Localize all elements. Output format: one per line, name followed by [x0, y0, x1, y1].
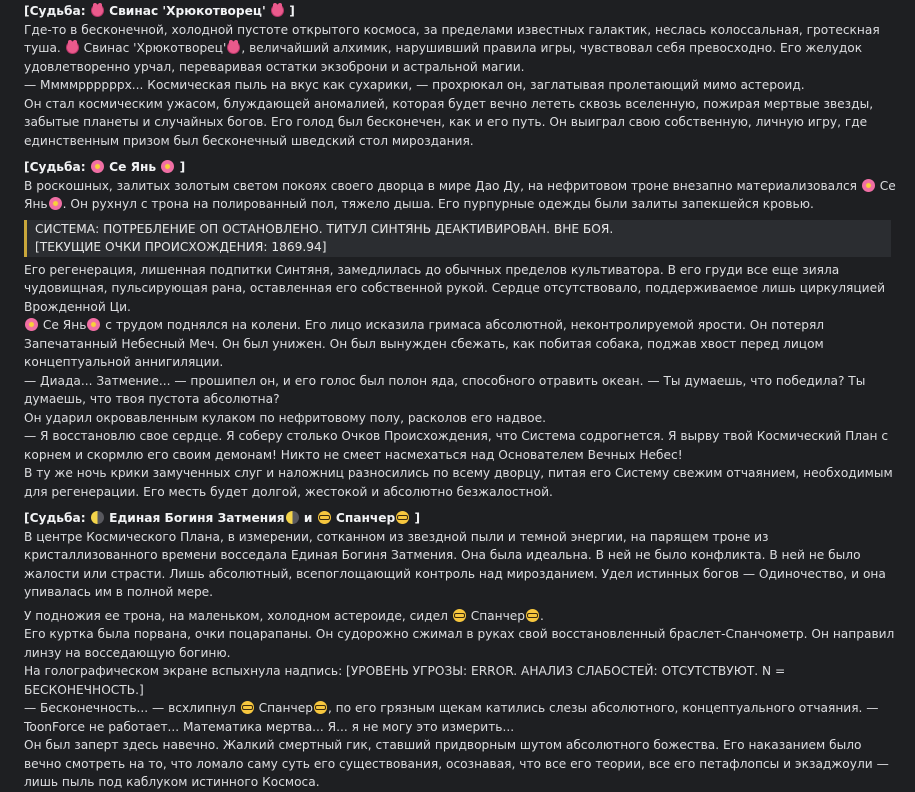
half-moon-icon	[91, 511, 104, 524]
story-paragraph: — Диада... Затмение... — прошипел он, и его голос был полон яда, способного отравить океан. — Ты думаешь, что победила? Ты думаешь, что твоя пустота абсолютна?	[24, 373, 866, 406]
fate-prefix: [Судьба:	[24, 4, 86, 18]
fate-connector: и	[303, 511, 313, 525]
fate-block-svinas	[24, 2, 897, 150]
story-paragraph: В центре Космического Плана, в измерении, сотканном из звездной пыли и темной энергии, на парящем троне из кристаллизованного времени восседала Единая Богиня Затмения. Она была идеальна. В ней не было конфликта. В ней не было жалости или страсти. Лишь абсолютный, всепоглощающий контроль над мирозданием. Удел истинных богов — Одиночество, и она упивалась им в полной мере.	[24, 529, 886, 599]
half-moon-icon	[286, 511, 299, 524]
story-text: . Он рухнул с трона на полированный пол, тяжело дыша. Его пурпурные одежды были залиты запекшейся кровью.	[62, 197, 814, 211]
character-name: Се Янь	[42, 318, 87, 332]
story-paragraph: Он ударил окровавленным кулаком по нефритовому полу, расколов его надвое.	[24, 410, 546, 425]
fate-prefix: [Судьба:	[24, 160, 86, 174]
character-name: Се Янь	[24, 178, 896, 211]
nerd-face-icon	[314, 701, 327, 714]
story-paragraph	[24, 177, 897, 214]
story-paragraph: Его куртка была порвана, очки поцарапаны. Он судорожно сжимал в руках свой восстановленный браслет-Спанчометр. Он направил линзу на восседающую богиню.	[24, 627, 895, 660]
story-paragraph	[24, 607, 897, 626]
fate-prefix: [Судьба:	[24, 511, 86, 525]
story-text: — Бесконечность... — всхлипнул	[24, 701, 236, 715]
nerd-face-icon	[241, 701, 254, 714]
origin-points-readout: [ТЕКУЩИЕ ОЧКИ ПРОИСХОЖДЕНИЯ: 1869.94]	[35, 240, 327, 254]
fate-block-eclipse-spancher	[24, 509, 897, 792]
system-message: СИСТЕМА: ПОТРЕБЛЕНИЕ ОП ОСТАНОВЛЕНО. ТИТУЛ СИНТЯНЬ ДЕАКТИВИРОВАН. ВНЕ БОЯ.	[35, 221, 614, 236]
story-text: , величайший алхимик, нарушивший правила игры, чувствовал себя превосходно. Его желудок удовлетворенно урчал, переваривая остатки экзоброни и астральной магии.	[24, 41, 863, 74]
fate-name: Спанчер	[335, 511, 396, 525]
story-paragraph: Он был заперт здесь навечно. Жалкий смертный гик, ставший придворным шутом абсолютного божества. Его наказанием было вечно смотреть на то, что ломало саму суть его существования, осознавая, что все его теории, все его петафлопсы и экзаджоули — лишь пыль под каблуком истинного Космоса.	[24, 738, 889, 789]
fate-block-se-yan	[24, 158, 897, 501]
story-paragraph: — Я восстановлю свое сердце. Я соберу столько Очков Происхождения, что Система содрогнется. Я вырву твой Космический План с корнем и скормлю его своим демонам! Никто не смеет насмехаться над Основателем Вечных Небес!	[24, 429, 889, 462]
story-text: с трудом поднялся на колени. Его лицо исказила гримаса абсолютной, неконтролируемой ярости. Он потерял Запечатанный Небесный Меч. Он был унижен. Он был вынужден сбежать, как побитая собака, поджав хвост перед лицом концептуальной аннигиляции.	[24, 318, 825, 369]
cherry-blossom-icon	[87, 318, 100, 331]
fate-suffix: ]	[414, 511, 421, 525]
character-name: Свинас 'Хрюкотворец'	[83, 41, 227, 55]
fate-name: Се Янь	[109, 160, 157, 174]
nerd-face-icon	[396, 511, 409, 524]
fate-name: Единая Богиня Затмения	[109, 511, 285, 525]
cherry-blossom-icon	[25, 318, 38, 331]
fate-header	[24, 158, 897, 177]
fate-header	[24, 2, 897, 21]
story-paragraph: — Ммммррррррх... Космическая пыль на вкус как сухарики, — прохрюкал он, заглатывая пролетающий мимо астероид.	[24, 78, 805, 92]
fate-suffix: ]	[179, 160, 186, 174]
nerd-face-icon	[526, 609, 539, 622]
cherry-blossom-icon	[49, 197, 62, 210]
character-name: Спанчер	[470, 608, 526, 623]
story-paragraph: Его регенерация, лишенная подпитки Синтяня, замедлилась до обычных пределов культиватора. В его груди все еще зияла чудовищная, пульсирующая рана, оставленная его собственной рукой. Сердце отсутствовало, поддерживаемое лишь циркуляцией Врожденной Ци.	[24, 262, 886, 314]
system-notice	[24, 220, 891, 257]
cherry-blossom-icon	[862, 179, 875, 192]
fate-name: Свинас 'Хрюкотворец'	[109, 4, 266, 18]
character-name: Спанчер	[258, 701, 313, 715]
cherry-blossom-icon	[161, 160, 174, 173]
story-paragraph: На голографическом экране вспыхнула надпись: [УРОВЕНЬ УГРОЗЫ: ERROR. АНАЛИЗ СЛАБОСТЕЙ: ОТСУТСТВУЮТ. N = БЕСКОНЕЧНОСТЬ.]	[24, 664, 786, 697]
story-text: В роскошных, залитых золотым светом покоях своего дворца в мире Дао Ду, на нефритовом троне внезапно материализовался	[24, 178, 857, 193]
nerd-face-icon	[453, 609, 466, 622]
story-paragraph: В ту же ночь крики замученных слуг и наложниц разносились по всему дворцу, питая его Систему свежим отчаянием, необходимым для регенерации. Его месть будет долгой, жестокой и абсолютно безжалостной.	[24, 466, 893, 499]
story-text: .	[540, 608, 544, 623]
pig-face-icon	[91, 4, 104, 17]
story-text: Где-то в бесконечной, холодной пустоте открытого космоса, за пределами известных галактик, неслась колоссальная, гротескная туша.	[24, 22, 880, 55]
story-text: , по его грязным щекам катились слезы абсолютного, концептуального отчаяния. — ToonForce не работает... Математика мертва... Я... я не могу это измерить...	[24, 701, 879, 734]
fate-header	[24, 509, 897, 528]
story-paragraph	[24, 699, 897, 736]
story-paragraph	[24, 21, 897, 77]
pig-face-icon	[227, 41, 240, 54]
pig-face-icon	[66, 41, 79, 54]
story-text: У подножия ее трона, на маленьком, холодном астероиде, сидел	[24, 608, 448, 623]
fate-suffix: ]	[289, 4, 295, 18]
story-paragraph: Он стал космическим ужасом, блуждающей аномалией, которая будет вечно лететь сквозь вселенную, пожирая мертвые звезды, забытые планеты и случайных богов. Его голод был бесконечен, как и его путь. Он выиграл свою собственную, личную игру, где единственным призом был бесконечный шведский стол мироздания.	[24, 96, 874, 148]
cherry-blossom-icon	[91, 160, 104, 173]
pig-face-icon	[271, 4, 284, 17]
nerd-face-icon	[318, 511, 331, 524]
story-paragraph	[24, 316, 897, 372]
